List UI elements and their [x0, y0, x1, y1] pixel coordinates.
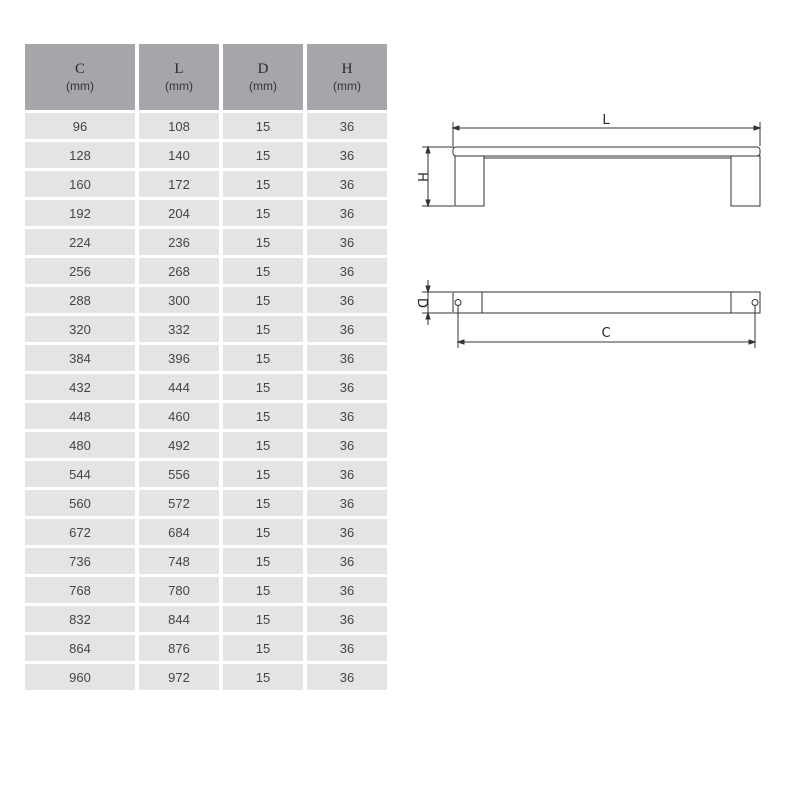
- cell-d: 15: [223, 635, 303, 661]
- cell-l: 108: [139, 113, 219, 139]
- cell-h: 36: [307, 664, 387, 690]
- cell-h: 36: [307, 316, 387, 342]
- cell-c: 544: [25, 461, 135, 487]
- header-h: [307, 44, 387, 110]
- cell-d: 15: [223, 142, 303, 168]
- header-symbol: D: [257, 61, 269, 77]
- header-unit: (mm): [249, 79, 277, 93]
- header-l: [139, 44, 219, 110]
- handle-bar-side: [453, 147, 760, 156]
- cell-d: 15: [223, 403, 303, 429]
- header-unit: (mm): [66, 79, 94, 93]
- screw-hole-right: [752, 300, 758, 306]
- cell-d: 15: [223, 345, 303, 371]
- cell-c: 560: [25, 490, 135, 516]
- cell-h: 36: [307, 403, 387, 429]
- cell-d: 15: [223, 171, 303, 197]
- cell-h: 36: [307, 229, 387, 255]
- cell-c: 960: [25, 664, 135, 690]
- header-d: [223, 44, 303, 110]
- cell-l: 444: [139, 374, 219, 400]
- cell-d: 15: [223, 316, 303, 342]
- cell-d: 15: [223, 577, 303, 603]
- cell-l: 492: [139, 432, 219, 458]
- cell-d: 15: [223, 374, 303, 400]
- cell-l: 140: [139, 142, 219, 168]
- cell-d: 15: [223, 461, 303, 487]
- cell-h: 36: [307, 606, 387, 632]
- cell-l: 684: [139, 519, 219, 545]
- header-unit: (mm): [165, 79, 193, 93]
- cell-c: 192: [25, 200, 135, 226]
- cell-l: 332: [139, 316, 219, 342]
- cell-c: 128: [25, 142, 135, 168]
- header-symbol: L: [174, 61, 184, 77]
- header-symbol: H: [341, 61, 353, 77]
- cell-l: 204: [139, 200, 219, 226]
- cell-l: 300: [139, 287, 219, 313]
- handle-dimension-drawing: [400, 100, 780, 360]
- cell-c: 384: [25, 345, 135, 371]
- cell-c: 96: [25, 113, 135, 139]
- cell-l: 396: [139, 345, 219, 371]
- handle-leg-left: [455, 156, 484, 206]
- cell-c: 432: [25, 374, 135, 400]
- cell-d: 15: [223, 548, 303, 574]
- screw-hole-left: [455, 300, 461, 306]
- cell-d: 15: [223, 200, 303, 226]
- cell-h: 36: [307, 490, 387, 516]
- cell-c: 288: [25, 287, 135, 313]
- cell-d: 15: [223, 258, 303, 284]
- cell-h: 36: [307, 113, 387, 139]
- label-c: C: [601, 326, 611, 341]
- cell-l: 172: [139, 171, 219, 197]
- cell-d: 15: [223, 519, 303, 545]
- label-d: D: [414, 297, 429, 309]
- cell-l: 556: [139, 461, 219, 487]
- cell-c: 320: [25, 316, 135, 342]
- cell-l: 876: [139, 635, 219, 661]
- header-c: [25, 44, 135, 110]
- cell-l: 268: [139, 258, 219, 284]
- cell-h: 36: [307, 287, 387, 313]
- cell-l: 236: [139, 229, 219, 255]
- handle-leg-right: [731, 156, 760, 206]
- cell-h: 36: [307, 432, 387, 458]
- handle-bar-top: [453, 292, 760, 313]
- cell-h: 36: [307, 142, 387, 168]
- cell-d: 15: [223, 490, 303, 516]
- cell-c: 480: [25, 432, 135, 458]
- cell-c: 160: [25, 171, 135, 197]
- cell-h: 36: [307, 258, 387, 284]
- cell-h: 36: [307, 635, 387, 661]
- cell-d: 15: [223, 229, 303, 255]
- cell-l: 780: [139, 577, 219, 603]
- cell-c: 672: [25, 519, 135, 545]
- cell-d: 15: [223, 113, 303, 139]
- cell-h: 36: [307, 548, 387, 574]
- cell-c: 256: [25, 258, 135, 284]
- label-l: L: [602, 113, 610, 128]
- cell-h: 36: [307, 374, 387, 400]
- cell-l: 572: [139, 490, 219, 516]
- cell-c: 768: [25, 577, 135, 603]
- cell-d: 15: [223, 664, 303, 690]
- cell-c: 736: [25, 548, 135, 574]
- header-unit: (mm): [333, 79, 361, 93]
- cell-d: 15: [223, 287, 303, 313]
- cell-c: 832: [25, 606, 135, 632]
- cell-l: 844: [139, 606, 219, 632]
- cell-h: 36: [307, 461, 387, 487]
- cell-h: 36: [307, 577, 387, 603]
- cell-h: 36: [307, 171, 387, 197]
- cell-h: 36: [307, 519, 387, 545]
- cell-h: 36: [307, 345, 387, 371]
- cell-d: 15: [223, 432, 303, 458]
- cell-l: 460: [139, 403, 219, 429]
- label-h: H: [414, 172, 429, 182]
- cell-c: 224: [25, 229, 135, 255]
- cell-d: 15: [223, 606, 303, 632]
- cell-l: 748: [139, 548, 219, 574]
- cell-c: 448: [25, 403, 135, 429]
- header-symbol: C: [74, 61, 85, 77]
- cell-c: 864: [25, 635, 135, 661]
- cell-l: 972: [139, 664, 219, 690]
- cell-h: 36: [307, 200, 387, 226]
